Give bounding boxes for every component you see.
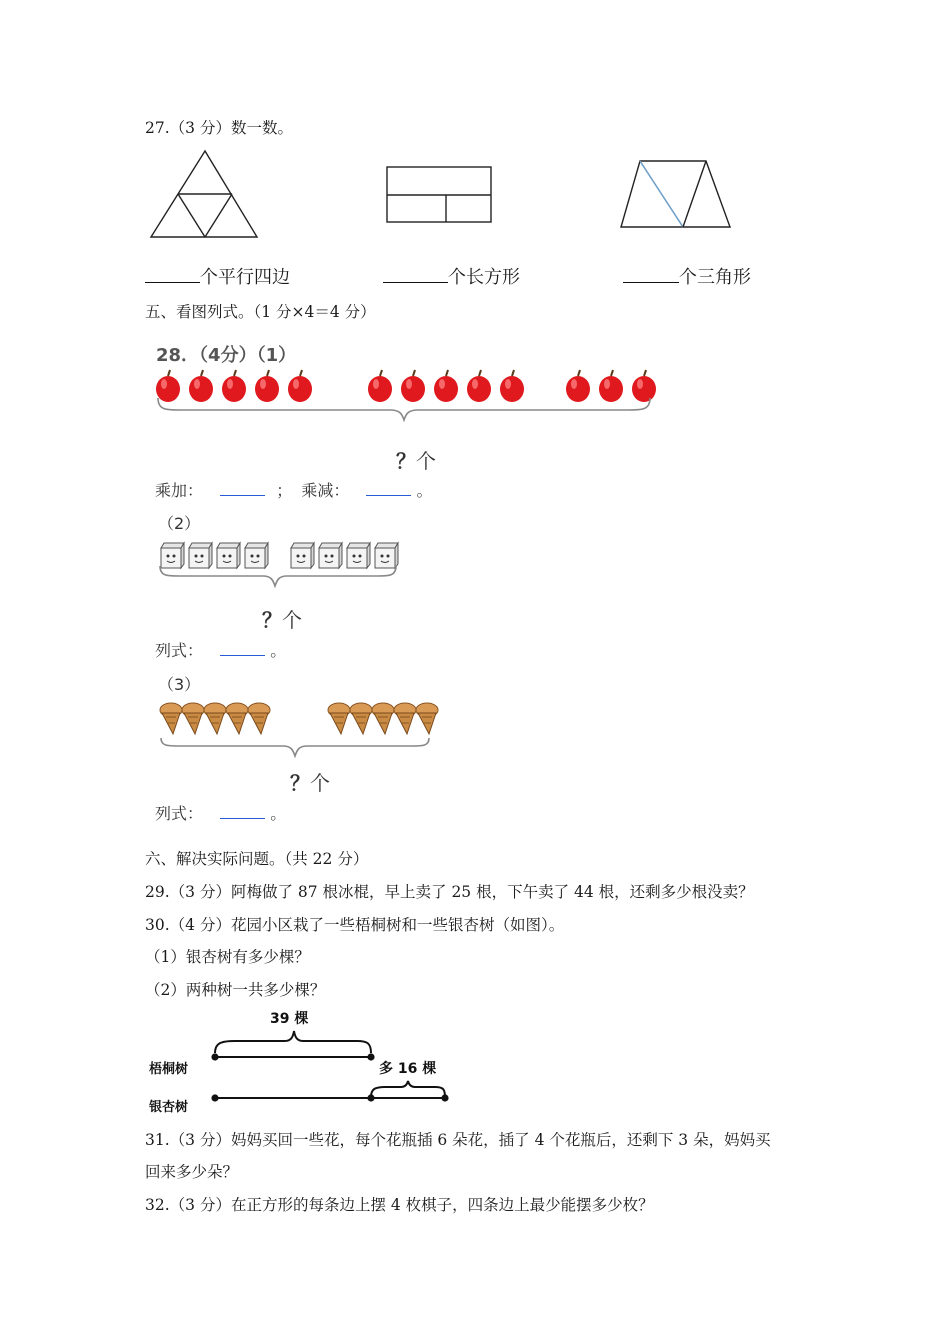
apple-icon [566, 370, 590, 402]
icecream-icon [350, 703, 372, 734]
row2-label: 银杏树 [149, 1100, 189, 1115]
q31-line2: 回来多少朵？ [145, 1163, 239, 1181]
question-mark: ？ [262, 608, 282, 632]
q28-part2-label: （2） [158, 514, 201, 533]
apple-icon [189, 370, 213, 402]
icecream-icon [160, 703, 182, 734]
formula-blank[interactable] [220, 802, 265, 819]
q27-header: 27.（3 分）数一数。 [145, 119, 293, 137]
milk-box-icon [245, 543, 268, 568]
milk-box-icon [375, 543, 398, 568]
q30-text: 30.（4 分）花园小区栽了一些梧桐树和一些银杏树（如图）。 [145, 916, 565, 934]
period: 。 [416, 481, 433, 500]
milk-box-icon [161, 543, 184, 568]
q30-sub2: （2）两种树一共多少棵？ [145, 981, 326, 999]
icecream-icon [416, 703, 438, 734]
q32-text: 32.（3 分）在正方形的每条边上摆 4 枚棋子，四条边上最少能摆多少枚？ [145, 1196, 654, 1214]
question-mark: ？ [396, 449, 416, 473]
answer-blank[interactable] [383, 264, 448, 283]
period: 。 [270, 641, 287, 660]
answer-blank[interactable] [145, 264, 200, 283]
apple-icon [288, 370, 312, 402]
mul-sub-blank[interactable] [366, 479, 411, 496]
triangle-figure [145, 145, 265, 245]
q27-label-triangle: 个三角形 [679, 267, 751, 288]
q28-1-question [396, 445, 436, 474]
icecream-icon [394, 703, 416, 734]
apples-figure [150, 364, 660, 424]
icecream-icon [204, 703, 226, 734]
icecream-group [160, 703, 438, 734]
milk-box-icon [319, 543, 342, 568]
q28-1-answer-line [155, 478, 433, 501]
icecream-icon [182, 703, 204, 734]
q28-3-answer-line [155, 801, 286, 824]
milk-boxes-figure [155, 538, 410, 598]
rectangle-figure [380, 160, 500, 230]
milk-box-icon [189, 543, 212, 568]
q28-3-question [290, 767, 330, 796]
q27-answer-1 [145, 263, 290, 289]
apple-icon [467, 370, 491, 402]
apple-icon [255, 370, 279, 402]
milk-group [161, 543, 398, 568]
apple-icon [500, 370, 524, 402]
icecream-figure [155, 700, 440, 762]
section-6-header: 六、解决实际问题。（共 22 分） [145, 850, 369, 868]
icecream-icon [226, 703, 248, 734]
q28-2-answer-line [155, 638, 286, 661]
apple-icon [222, 370, 246, 402]
apple-icon [368, 370, 392, 402]
answer-blank[interactable] [623, 264, 679, 283]
q28-part3-label: （3） [158, 675, 201, 694]
formula-label: 列式： [155, 804, 204, 823]
parallelogram-figure [615, 155, 740, 235]
apple-icon [156, 370, 180, 402]
mul-add-label: 乘加： [155, 481, 204, 500]
question-mark: ？ [290, 771, 310, 795]
period: 。 [270, 804, 287, 823]
milk-box-icon [217, 543, 240, 568]
formula-blank[interactable] [220, 639, 265, 656]
q27-label-parallelogram: 个平行四边 [200, 267, 290, 288]
formula-label: 列式： [155, 641, 204, 660]
row1-label: 梧桐树 [149, 1062, 189, 1077]
q27-answer-3 [623, 263, 751, 289]
apple-icon [632, 370, 656, 402]
q28-header: 28．（4分）（1） [156, 345, 297, 366]
separator: ； [276, 481, 293, 500]
q29-text: 29.（3 分）阿梅做了 87 根冰棍，早上卖了 25 根，下午卖了 44 根，还剩多少根没卖？ [145, 883, 754, 901]
unit-label: 个 [310, 771, 330, 795]
mul-sub-label: 乘减： [301, 481, 350, 500]
unit-label: 个 [282, 608, 302, 632]
q27-label-rectangle: 个长方形 [448, 267, 520, 288]
apple-icon [599, 370, 623, 402]
section-5-header: 五、看图列式。（1 分×4＝4 分） [145, 303, 376, 321]
more-label: 多 16 棵 [379, 1061, 437, 1077]
milk-box-icon [291, 543, 314, 568]
mul-add-blank[interactable] [220, 479, 265, 496]
q30-sub1: （1）银杏树有多少棵？ [145, 948, 310, 966]
tree-line-diagram [145, 1005, 455, 1117]
apple-group [156, 370, 656, 402]
q27-answer-2 [383, 263, 520, 289]
q31-line1: 31.（3 分）妈妈买回一些花，每个花瓶插 6 朵花，插了 4 个花瓶后，还剩下 3 朵，妈妈买 [145, 1131, 771, 1149]
icecream-icon [248, 703, 270, 734]
unit-label: 个 [416, 449, 436, 473]
q28-2-question [262, 604, 302, 633]
apple-icon [401, 370, 425, 402]
icecream-icon [372, 703, 394, 734]
icecream-icon [328, 703, 350, 734]
milk-box-icon [347, 543, 370, 568]
apple-icon [434, 370, 458, 402]
top-label: 39 棵 [270, 1011, 309, 1027]
